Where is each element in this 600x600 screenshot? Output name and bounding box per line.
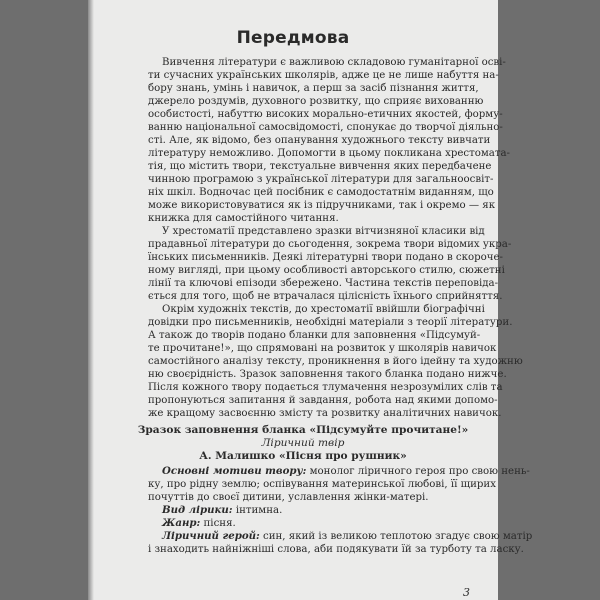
text-line: ти сучасних українських школярів, адже це не лише набуття на- [148, 70, 499, 81]
text-line: те прочитане!», що спрямовані на розвиток у школярів навичок [148, 343, 497, 354]
text-line: довідки про письменників, необхідні матеріали з теорії літератури. [148, 317, 513, 328]
text-line: Вивчення літератури є важливою складовою гуманітарної осві- [162, 57, 506, 68]
entry-line [148, 491, 510, 504]
page-heading: Передмова [236, 28, 350, 48]
text-line: літературу неможливо. Допомогти в цьому покликана хрестомата- [148, 148, 511, 159]
text-line: тія, що містить твори, текстуальне вивчення яких передбачене [148, 161, 492, 172]
text-line: бору знань, умінь і навичок, а перш за засіб пізнання життя, [148, 83, 479, 94]
sample-block [118, 424, 488, 463]
text-line: ванню національної самосвідомості, спонукає до творчої діяльно- [148, 122, 503, 133]
lyric-kind-value: інтимна. [232, 505, 283, 516]
sample-work-title: А. Малишко «Пісня про рушник» [199, 450, 407, 462]
entry-line [148, 478, 510, 491]
hero-text: син, який із великою теплотою згадує свою матір [259, 531, 533, 542]
text-line: А також до творів подано бланки для заповнення «Підсумуй- [148, 330, 481, 341]
page-gutter-shadow [88, 0, 94, 600]
entry-line [148, 517, 510, 530]
paragraph-1 [148, 56, 510, 225]
text-line: може використовуватися як із підручниками, так і окремо — як [148, 200, 496, 211]
book-page [88, 0, 533, 600]
paragraph-2 [148, 225, 510, 303]
genre-value: пісня. [200, 518, 236, 529]
entry-line [148, 465, 530, 478]
sample-subtitle: Ліричний твір [261, 437, 345, 449]
text-line: прадавньої літератури до сьогодення, зокрема твори відомих укра- [148, 239, 512, 250]
text-line: Після кожного твору подається тлумачення незрозумілих слів та [148, 382, 503, 393]
page-number: 3 [463, 586, 470, 599]
entry-line [148, 543, 524, 556]
genre-label: Жанр: [162, 517, 201, 529]
sample-title: Зразок заповнення бланка «Підсумуйте прочитане!» [137, 424, 469, 436]
paragraph-3 [148, 303, 523, 420]
text-line: особистості, набуттю високих морально-етичних якостей, форму- [148, 109, 503, 120]
lyric-kind-label: Вид лірики: [162, 504, 233, 516]
hero-label: Ліричний герой: [162, 530, 260, 542]
text-line: книжка для самостійного читання. [148, 213, 339, 224]
text-line: ному вигляді, при цьому особливості авторського стилю, сюжетні [148, 265, 505, 276]
text-line: джерело роздумів, духовного розвитку, що сприяє вихованню [148, 96, 484, 107]
text-line: ється для того, щоб не втрачалася цілісність їхнього сприйняття. [148, 291, 503, 302]
text-line: пропонуються запитання й завдання, робота над якими допомо- [148, 395, 498, 406]
motives-text: почуттів до своєї дитини, уславлення жінки-матері. [148, 492, 429, 503]
text-line: ніх шкіл. Водночас цей посібник є самодостатнім виданням, що [148, 187, 494, 198]
text-line: У хрестоматії представлено зразки вітчизняної класики від [162, 226, 485, 237]
text-line: Окрім художніх текстів, до хрестоматії ввійшли біографічні [162, 304, 485, 315]
text-line: сті. Але, як відомо, без опанування художнього тексту вивчати [148, 135, 491, 146]
text-line: же кращому засвоєнню змісту та розвитку аналітичних навичок. [148, 408, 502, 419]
text-line: їнських письменників. Деякі літературні твори подано в скороче- [148, 252, 503, 263]
motives-label: Основні мотиви твору: [162, 465, 307, 477]
entry-line [148, 530, 533, 543]
text-line: лінії та ключові епізоди збережено. Частина текстів переповіда- [148, 278, 499, 289]
text-line: чинною програмою з української літератури для загальноосвіт- [148, 174, 494, 185]
text-line: самостійного аналізу тексту, проникнення в його ідейну та художню [148, 356, 523, 367]
text-line: ню своєрідність. Зразок заповнення такого бланка подано нижче. [148, 369, 507, 380]
sample-entries [148, 465, 533, 556]
entry-line [148, 504, 510, 517]
hero-text: і знаходить найніжніші слова, аби подякувати їй за турботу та ласку. [148, 544, 524, 555]
motives-text: ку, про рідну землю; оспівування материнської любові, її щирих [148, 479, 496, 490]
motives-text: монолог ліричного героя про свою нень- [306, 466, 530, 477]
